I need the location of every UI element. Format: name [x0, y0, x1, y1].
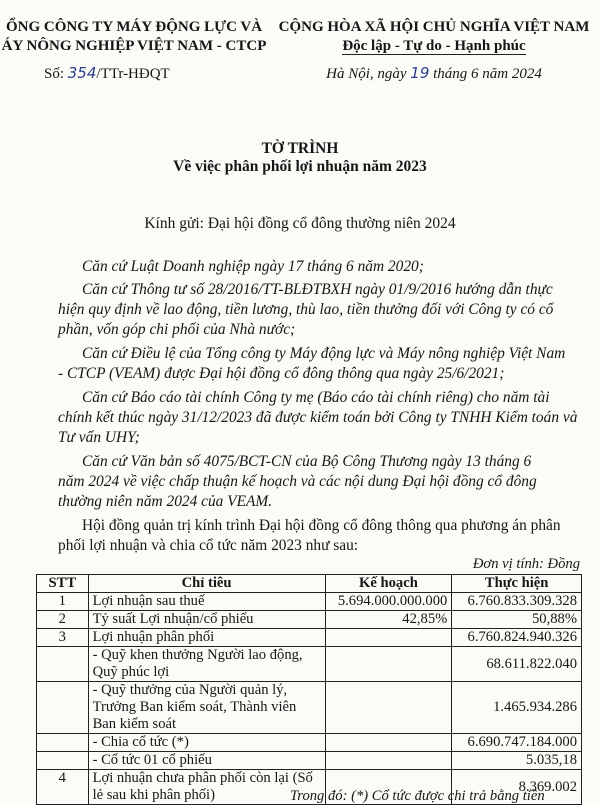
row-plan: [325, 682, 452, 734]
header-plan: Kế hoạch: [325, 575, 452, 593]
para-legal-basis-4b: chính kết thúc ngày 31/12/2023 đã được kiểm toán bởi Công ty TNHH Kiểm toán và: [58, 409, 578, 426]
table-row: [37, 752, 582, 770]
para-legal-basis-3b: - CTCP (VEAM) được Đại hội đồng cổ đông thông qua ngày 25/6/2021;: [58, 365, 505, 382]
header-item: Chỉ tiêu: [88, 575, 325, 593]
para-legal-basis-2a: Căn cứ Thông tư số 28/2016/TT-BLĐTBXH ngày 01/9/2016 hướng dẫn thực: [82, 281, 553, 298]
table-row: [37, 647, 582, 682]
para-proposal-b: phối lợi nhuận và chia cổ tức năm 2023 như sau:: [58, 537, 359, 554]
row-item: Lợi nhuận chưa phân phối còn lại (Số lẻ sau khi phân phối): [88, 770, 325, 805]
doc-no-prefix: Số:: [44, 66, 65, 82]
row-item: - Quỹ thưởng của Người quản lý, Trưởng Ban kiểm soát, Thành viên Ban kiểm soát: [88, 682, 325, 734]
row-stt: 4: [37, 770, 89, 805]
row-plan: [325, 629, 452, 647]
table-row: [37, 682, 582, 734]
row-plan: [325, 647, 452, 682]
row-stt: 3: [37, 629, 89, 647]
row-actual: 1.465.934.286: [452, 682, 582, 734]
national-motto: [268, 37, 600, 56]
doc-no-handwritten: 354: [67, 64, 97, 82]
para-legal-basis-3a: Căn cứ Điều lệ của Tổng công ty Máy động lực và Máy nông nghiệp Việt Nam: [82, 345, 566, 362]
row-item: Tỷ suất Lợi nhuận/cổ phiếu: [88, 611, 325, 629]
recipient-line: Kính gửi: Đại hội đồng cổ đông thường niên 2024: [144, 215, 456, 232]
row-item: Lợi nhuận sau thuế: [88, 593, 325, 611]
row-plan: 5.694.000.000.000: [325, 593, 452, 611]
doc-no-suffix: /TTr-HĐQT: [96, 66, 170, 82]
row-item: - Quỹ khen thưởng Người lao động, Quỹ phúc lợi: [88, 647, 325, 682]
company-name-line1: ỔNG CÔNG TY MÁY ĐỘNG LỰC VÀ: [5, 19, 263, 35]
table-row: [37, 611, 582, 629]
row-stt: [37, 647, 89, 682]
row-stt: [37, 752, 89, 770]
row-actual: 6.690.747.184.000: [452, 734, 582, 752]
table-row: [37, 734, 582, 752]
row-item: - Cổ tức 01 cổ phiếu: [88, 752, 325, 770]
profit-distribution-table: [36, 574, 582, 805]
header-stt: STT: [37, 575, 89, 593]
document-subtitle: Về việc phân phối lợi nhuận năm 2023: [173, 158, 427, 175]
row-plan: [325, 752, 452, 770]
table-header-row: [37, 575, 582, 593]
row-stt: [37, 682, 89, 734]
para-legal-basis-2c: phần, vốn góp chi phối của Nhà nước;: [58, 321, 296, 338]
row-stt: 2: [37, 611, 89, 629]
para-legal-basis-1: Căn cứ Luật Doanh nghiệp ngày 17 tháng 6 năm 2020;: [82, 258, 424, 275]
row-plan: 42,85%: [325, 611, 452, 629]
national-title: CỘNG HÒA XÃ HỘI CHỦ NGHĨA VIỆT NAM: [278, 19, 590, 35]
row-item: - Chia cổ tức (*): [88, 734, 325, 752]
para-legal-basis-4a: Căn cứ Báo cáo tài chính Công ty mẹ (Báo cáo tài chính riêng) cho năm tài: [82, 389, 550, 406]
para-legal-basis-5c: thường niên năm 2024 của VEAM.: [58, 493, 273, 510]
document-title: TỜ TRÌNH: [261, 140, 339, 157]
para-proposal-a: Hội đồng quản trị kính trình Đại hội đồng cổ đông thông qua phương án phân: [82, 517, 561, 534]
row-stt: [37, 734, 89, 752]
para-legal-basis-5a: Căn cứ Văn bản số 4075/BCT-CN của Bộ Công Thương ngày 13 tháng 6: [82, 453, 532, 470]
document-number: [44, 64, 170, 83]
date-suffix: tháng 6 năm 2024: [433, 66, 542, 82]
row-item: Lợi nhuận phân phối: [88, 629, 325, 647]
row-actual: 6.760.824.940.326: [452, 629, 582, 647]
row-stt: 1: [37, 593, 89, 611]
footnote: Trong đó: (*) Cổ tức được chi trả bằng tiền: [290, 788, 545, 804]
date-day-handwritten: 19: [410, 64, 430, 82]
header-actual: Thực hiện: [452, 575, 582, 593]
table-row: [37, 593, 582, 611]
date-prefix: Hà Nội, ngày: [326, 66, 407, 82]
unit-note: Đơn vị tính: Đồng: [472, 556, 580, 572]
row-actual: 6.760.833.309.328: [452, 593, 582, 611]
para-legal-basis-5b: năm 2024 về việc chấp thuận kế hoạch và các nội dung Đại hội đồng cổ đông: [58, 473, 537, 490]
company-name-line2: ÁY NÔNG NGHIỆP VIỆT NAM - CTCP: [1, 38, 267, 54]
row-actual: 68.611.822.040: [452, 647, 582, 682]
para-legal-basis-2b: hiện quy định về lao động, tiền lương, thù lao, tiền thưởng đối với Công ty có cổ: [58, 301, 554, 318]
row-actual: 50,88%: [452, 611, 582, 629]
motto-text: Độc lập - Tự do - Hạnh phúc: [342, 38, 526, 54]
row-actual: 8.369.002: [452, 770, 582, 805]
para-legal-basis-4c: Tư vấn UHY;: [58, 429, 140, 446]
table-row: [37, 629, 582, 647]
row-plan: [325, 734, 452, 752]
document-date: [268, 64, 600, 84]
row-actual: 5.035,18: [452, 752, 582, 770]
